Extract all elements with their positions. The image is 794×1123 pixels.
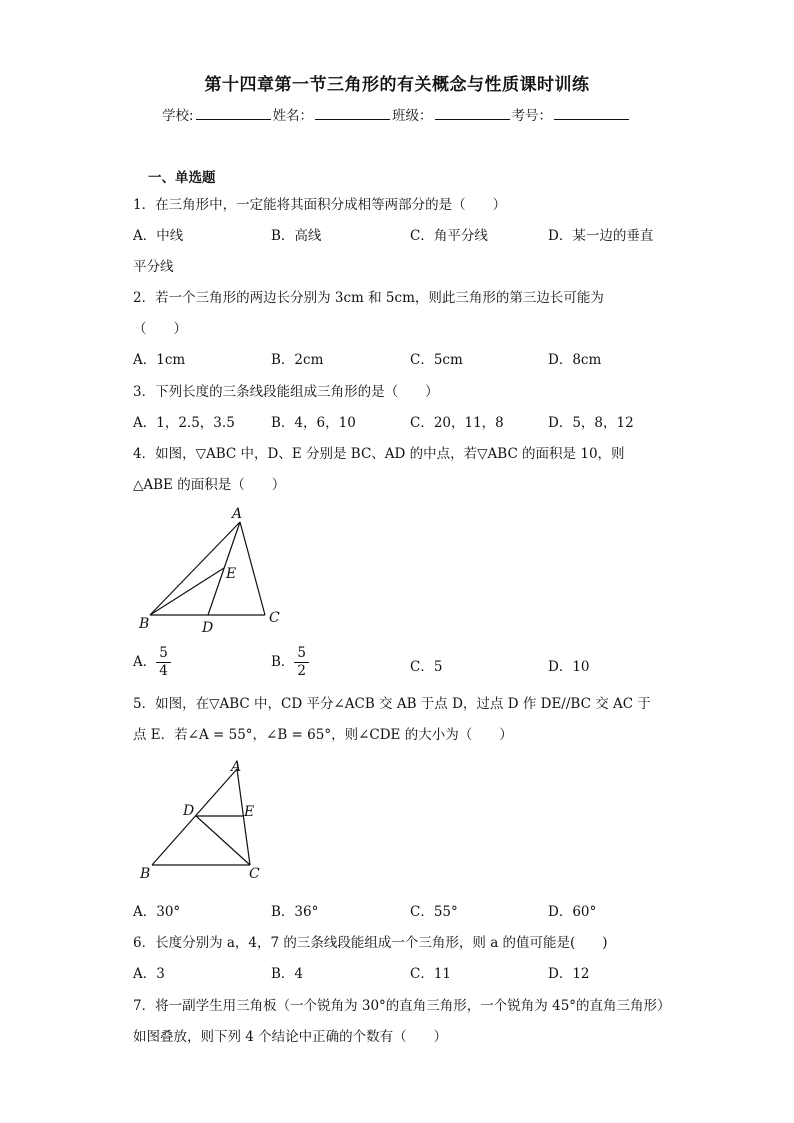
q4-option-a-prefix: A． — [133, 654, 157, 670]
q4-option-a-denominator: 4 — [159, 663, 168, 679]
q6-stem: 6．长度分别为 a，4，7 的三条线段能组成一个三角形，则 a 的值可能是( ) — [133, 935, 608, 951]
q4-figure — [130, 500, 300, 640]
q5-stem-cont: 点 E．若∠A = 55°，∠B = 65°，则∠CDE 的大小为（ ） — [133, 727, 513, 743]
q4-option-a-fraction — [156, 645, 171, 680]
q3-option-b: B．4，6，10 — [271, 415, 356, 431]
q5-option-c: C．55° — [410, 904, 458, 920]
q3-option-a: A．1，2.5，3.5 — [133, 415, 235, 431]
q2-option-a: A．1cm — [133, 352, 186, 368]
q3-option-c: C．20，11，8 — [410, 415, 504, 431]
q5-label-e: E — [244, 804, 255, 820]
name-blank[interactable] — [315, 107, 390, 120]
class-label: 班级： — [392, 108, 433, 124]
q5-side-ab — [152, 769, 237, 865]
q1-option-c: C．角平分线 — [410, 228, 488, 244]
q4-label-b: B — [139, 616, 150, 632]
q1-option-d-cont: 平分线 — [133, 259, 174, 275]
q4-label-a: A — [232, 506, 243, 522]
q5-label-d: D — [183, 803, 195, 819]
q4-option-b-denominator: 2 — [297, 663, 307, 679]
class-blank[interactable] — [435, 107, 510, 120]
q6-option-d: D．12 — [548, 966, 590, 982]
q4-stem: 4．如图，▽ABC 中，D、E 分别是 BC、AD 的中点，若▽ABC 的面积是 10，则 — [133, 446, 625, 462]
q4-option-b-prefix: B． — [271, 654, 295, 670]
q7-stem-cont: 如图叠放，则下列 4 个结论中正确的个数有（ ） — [133, 1029, 448, 1045]
q5-option-b: B．36° — [271, 904, 319, 920]
q2-option-c: C．5cm — [410, 352, 463, 368]
q3-option-d: D．5，8，12 — [548, 415, 634, 431]
q4-option-a — [133, 645, 171, 680]
q5-label-c: C — [249, 866, 260, 882]
q5-stem: 5．如图，在▽ABC 中，CD 平分∠ACB 交 AB 于点 D，过点 D 作 DE//BC 交 AC 于 — [133, 696, 651, 712]
q5-label-b: B — [140, 866, 151, 882]
school-label: 学校: — [162, 108, 194, 124]
q4-option-b-fraction — [294, 645, 309, 680]
q5-figure — [130, 755, 280, 885]
q4-option-a-numerator: 5 — [156, 645, 171, 663]
student-info-line — [162, 104, 631, 124]
q4-segment-be — [150, 568, 224, 615]
q7-stem: 7．将一副学生用三角板（一个锐角为 30°的直角三角形，一个锐角为 45°的直角三角形） — [133, 998, 671, 1014]
q2-stem: 2．若一个三角形的两边长分别为 3cm 和 5cm，则此三角形的第三边长可能为 — [133, 290, 604, 306]
school-blank[interactable] — [196, 107, 271, 120]
q1-option-d: D．某一边的垂直 — [548, 228, 654, 244]
q4-option-b-numerator: 5 — [294, 645, 309, 663]
name-label: 姓名： — [272, 108, 314, 124]
q5-option-a: A．30° — [133, 904, 181, 920]
q6-option-a: A．3 — [133, 966, 165, 982]
q5-option-d: D．60° — [548, 904, 597, 920]
q2-option-b: B．2cm — [271, 352, 324, 368]
q4-option-c: C．5 — [410, 659, 443, 675]
q2-option-d: D．8cm — [548, 352, 602, 368]
q4-stem-cont: △ABE 的面积是（ ） — [133, 477, 286, 493]
q1-option-b: B．高线 — [271, 228, 322, 244]
number-label: 考号： — [511, 108, 553, 124]
q6-option-b: B．4 — [271, 966, 304, 982]
q4-label-c: C — [269, 610, 280, 626]
q5-segment-cd — [196, 816, 250, 865]
q4-side-ac — [240, 522, 265, 615]
q1-option-a: A．中线 — [133, 228, 184, 244]
q6-option-c: C．11 — [410, 966, 452, 982]
section-heading: 一、单选题 — [148, 170, 216, 186]
q4-label-d: D — [202, 620, 214, 636]
q5-label-a: A — [231, 759, 242, 775]
q3-stem: 3．下列长度的三条线段能组成三角形的是（ ） — [133, 384, 439, 400]
q2-stem-cont: （ ） — [133, 321, 187, 337]
q4-option-d: D．10 — [548, 659, 590, 675]
page-title: 第十四章第一节三角形的有关概念与性质课时训练 — [204, 75, 590, 95]
q4-option-b — [271, 645, 309, 680]
q4-label-e: E — [226, 566, 237, 582]
number-blank[interactable] — [554, 107, 629, 120]
q1-stem: 1．在三角形中，一定能将其面积分成相等两部分的是（ ） — [133, 197, 507, 213]
